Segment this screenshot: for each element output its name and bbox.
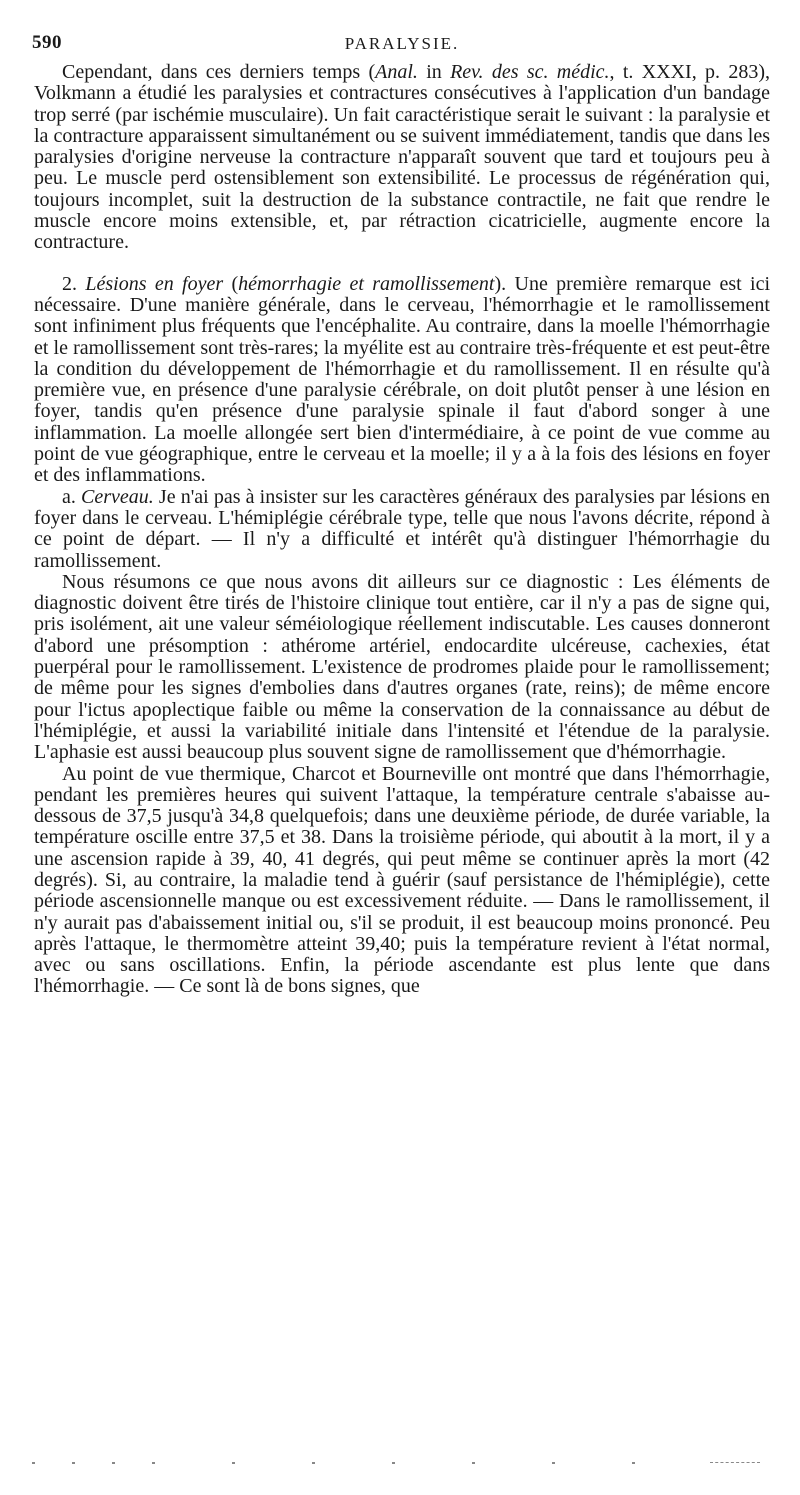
text-run: ). Une première remarque est ici nécessaire. D'une manière générale, dans le cerveau, l'hémorrhagie et le ramollissement sont infiniment plus fréquents que l'encéphalite. Au contraire, dans la moelle l'hémorrhagie et le ramollissement sont très-rares; la myélite est au contraire très-fréquente et est peut-être la condition du développement de l'hémorrhagie et du ramollissement. Il en résulte qu'à première vue, en présence d'une paralysie cérébrale, on doit plutôt penser à une lésion en foyer, tandis qu'en présence d'une paralysie spinale il faut d'abord songer à une inflammation. La moelle allongée sert bien d'intermédiaire, à ce point de vue comme au point de vue géographique, entre le cerveau et la moelle; il y a à la fois des lésions en foyer et des inflammations. <box>34 272 770 487</box>
page-header <box>32 28 772 56</box>
scan-speck <box>152 1462 155 1464</box>
paragraph-volkmann <box>34 62 770 254</box>
scan-artifacts <box>30 1462 770 1468</box>
scan-speck <box>472 1462 475 1464</box>
scan-speck <box>112 1462 115 1464</box>
paragraph-diagnostic: Nous résumons ce que nous avons dit ailleurs sur ce diagnostic : Les éléments de diagnostic doivent être tirés de l'histoire clinique tout entière, car il n'y a pas de signe qui, pris isolément, ait une valeur séméiologique réellement indiscutable. Les causes donneront d'abord une présomption : athérome artériel, endocardite ulcéreuse, cachexies, état puerpéral pour le ramollissement. L'existence de prodromes plaide pour le ramollissement; de même pour les signes d'embolies dans d'autres organes (rate, reins); de même encore pour l'ictus apoplectique faible ou même la conservation de la connaissance au début de l'hémiplégie, et aussi la variabilité initiale dans l'intensité et l'étendue de la paralysie. L'aphasie est aussi beaucoup plus souvent signe de ramollissement que d'hémorrhagie. <box>34 570 770 764</box>
text-run: in <box>417 61 451 83</box>
page-body <box>34 62 770 998</box>
text-run: Je n'ai pas à insister sur les caractères généraux des paralysies par lésions en foyer dans le cerveau. L'hémiplégie cérébrale type, telle que nous l'avons décrite, répond à ce point de départ. — Il n'y a difficulté et intérêt qu'à distinguer l'hémorrhagie du ramollissement. <box>34 485 770 572</box>
text-run: ( <box>223 272 239 295</box>
text-run: , t. XXXI, p. 283), Volkmann a étudié les paralysies et contractures consécutives à l'application d'un bandage trop serré (par ischémie musculaire). Un fait caractéristique serait le suivant : la paralysie et la contracture apparaissent simultanément ou se suivent immédiatement, tandis que dans les paralysies d'origine nerveuse la contracture n'apparaît souvent que tard et toujours peu à peu. Le muscle perd ostensiblement son extensibilité. Le processus de régénération qui, toujours incomplet, suit la destruction de la substance contractile, ne fait que rendre le muscle encore moins extensible, et, par rétraction cicatricielle, augmente encore la contracture. <box>34 61 770 254</box>
italic-run: hémorrhagie et ramollissement <box>238 272 495 295</box>
scan-speck <box>552 1462 555 1464</box>
text-run: a. <box>62 485 82 508</box>
paragraph-cerveau <box>34 487 770 572</box>
scan-speck <box>392 1462 395 1464</box>
italic-run: Rev. des sc. médic. <box>450 61 610 83</box>
scan-speck <box>72 1462 75 1464</box>
scan-speck <box>710 1462 760 1465</box>
section-heading: Lésions en foyer <box>85 272 224 295</box>
subsection-heading: Cerveau. <box>81 485 154 508</box>
running-title: PARALYSIE. <box>344 34 460 53</box>
scan-speck <box>312 1462 315 1464</box>
text-run: 2. <box>62 272 86 295</box>
paragraph-thermique: Au point de vue thermique, Charcot et Bourneville ont montré que dans l'hémorrhagie, pendant les premières heures qui suivent l'attaque, la température centrale s'abaisse au-dessous de 37,5 jusqu'à 34,8 quelquefois; dans une deuxième période, de durée variable, la température oscille entre 37,5 et 38. Dans la troisième période, qui aboutit à la mort, il y a une ascension rapide à 39, 40, 41 degrés, qui peut même se continuer après la mort (42 degrés). Si, au contraire, la maladie tend à guérir (sauf persistance de l'hémiplégie), cette période ascensionnelle manque ou est excessivement réduite. — Dans le ramollissement, il n'y aurait pas d'abaissement initial ou, s'il se produit, il est beaucoup moins prononcé. Peu après l'attaque, le thermomètre atteint 39,40; puis la température revient à l'état normal, avec ou sans oscillations. Enfin, la période ascendante est plus lente que dans l'hémorrhagie. — Ce sont là de bons signes, que <box>34 762 770 998</box>
text-run: Cependant, dans ces derniers temps ( <box>62 61 376 83</box>
scan-speck <box>632 1462 635 1464</box>
scan-speck <box>32 1462 35 1464</box>
paragraph-lesions-en-foyer <box>34 274 770 487</box>
scan-speck <box>232 1462 235 1464</box>
page-number: 590 <box>32 32 62 53</box>
italic-run: Anal. <box>375 61 418 83</box>
